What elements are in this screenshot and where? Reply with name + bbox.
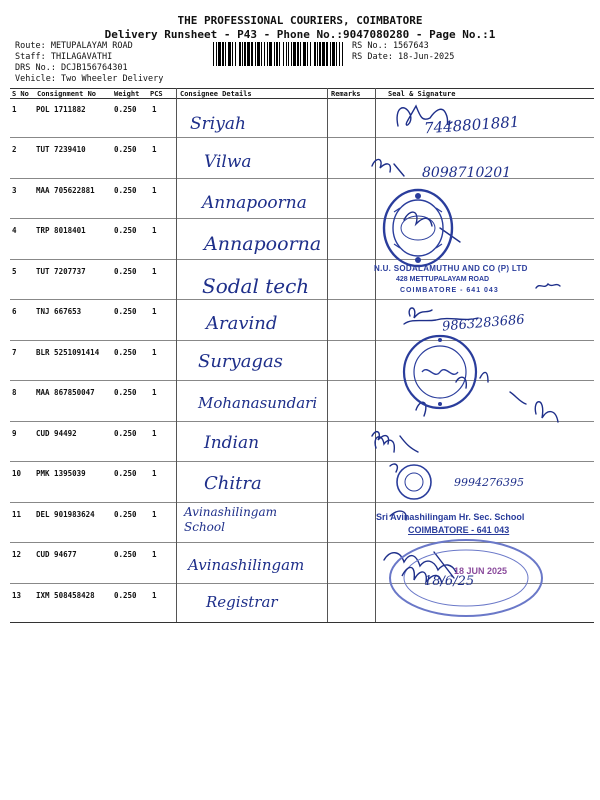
row-weight: 0.250 <box>114 510 137 519</box>
col-consignment: Consignment No <box>37 90 97 98</box>
signature-hand-6: 9863283686 <box>441 312 526 335</box>
consignee-hand-10: Chitra <box>204 473 262 494</box>
chitra-round-stamp <box>392 460 436 504</box>
row-weight: 0.250 <box>114 105 137 114</box>
row-pcs: 1 <box>152 267 157 276</box>
row-consignment-no: TUT 7239410 <box>36 145 86 154</box>
consignee-hand-6: Aravind <box>206 313 278 334</box>
consignee-hand-13: Registrar <box>206 593 278 611</box>
sodal-stamp-line1: N.U. SODALAMUTHU AND CO (P) LTD <box>374 264 528 273</box>
signature-hand-1: 7448801881 <box>423 112 520 138</box>
row-sno: 10 <box>12 469 22 478</box>
row-pcs: 1 <box>152 348 157 357</box>
row-weight: 0.250 <box>114 469 137 478</box>
row-pcs: 1 <box>152 186 157 195</box>
consignee-hand-1: Sriyah <box>190 114 246 134</box>
honda-dealer-stamp <box>380 182 456 274</box>
drs-number: DRS No.: DCJB156764301 <box>15 63 128 73</box>
row-pcs: 1 <box>152 388 157 397</box>
school-stamp-line2: COIMBATORE - 641 043 <box>408 525 510 535</box>
consignee-hand-2: Vilwa <box>204 152 252 172</box>
row-weight: 0.250 <box>114 145 137 154</box>
row-sno: 3 <box>12 186 17 195</box>
col-weight: Weight <box>114 90 140 98</box>
meta-right <box>352 41 454 63</box>
school-stamp-line1: Sri Avinashilingam Hr. Sec. School <box>376 512 525 522</box>
consignee-hand-8: Mohanasundari <box>198 394 318 412</box>
signature-hand-13: 18/6/25 <box>424 574 475 589</box>
row-pcs: 1 <box>152 307 157 316</box>
consignee-hand-12: Avinashilingam <box>188 556 305 574</box>
row-sno: 5 <box>12 267 17 276</box>
row-pcs: 1 <box>152 510 157 519</box>
row-pcs: 1 <box>152 226 157 235</box>
sodal-stamp-line2: 428 METTUPALAYAM ROAD <box>396 276 490 283</box>
col-pcs: PCS <box>150 90 163 98</box>
row-weight: 0.250 <box>114 388 137 397</box>
consignee-hand-7: Suryagas <box>198 351 283 372</box>
row-consignment-no: PMK 1395039 <box>36 469 86 478</box>
consignee-hand-11: Avinashilingam School <box>184 505 278 534</box>
row-consignment-no: MAA 705622881 <box>36 186 95 195</box>
row-sno: 11 <box>12 510 22 519</box>
consignee-hand-4: Annapoorna <box>204 233 322 255</box>
row-sno: 12 <box>12 550 22 559</box>
runsheet-subtitle: Delivery Runsheet - P43 - Phone No.:9047080280 - Page No.:1 <box>104 28 496 41</box>
row-weight: 0.250 <box>114 591 137 600</box>
row-weight: 0.250 <box>114 550 137 559</box>
signature-hand-2: 8098710201 <box>422 165 512 181</box>
row-sno: 2 <box>12 145 17 154</box>
consignee-hand-3: Annapoorna <box>202 193 307 213</box>
col-remarks: Remarks <box>331 90 361 98</box>
row-weight: 0.250 <box>114 267 137 276</box>
row-sno: 6 <box>12 307 17 316</box>
row-consignment-no: IXM 508458428 <box>36 591 95 600</box>
row-consignment-no: BLR 5251091414 <box>36 348 100 357</box>
row-consignment-no: CUD 94492 <box>36 429 77 438</box>
row-sno: 4 <box>12 226 17 235</box>
document-title: THE PROFESSIONAL COURIERS, COIMBATORE <box>177 14 423 27</box>
appliances-round-stamp <box>400 332 480 412</box>
row-consignment-no: TUT 7207737 <box>36 267 86 276</box>
row-pcs: 1 <box>152 429 157 438</box>
route: Route: METUPALAYAM ROAD <box>15 41 133 51</box>
row-pcs: 1 <box>152 105 157 114</box>
barcode <box>212 42 344 66</box>
row-weight: 0.250 <box>114 186 137 195</box>
row-weight: 0.250 <box>114 307 137 316</box>
row-sno: 13 <box>12 591 22 600</box>
sodal-stamp-line3: COIMBATORE - 641 043 <box>400 287 499 294</box>
row-sno: 8 <box>12 388 17 397</box>
rs-number: RS No.: 1567643 <box>352 41 429 51</box>
consignee-hand-9: Indian <box>204 433 260 453</box>
signature-hand-10: 9994276395 <box>454 476 524 489</box>
row-sno: 9 <box>12 429 17 438</box>
row-consignment-no: POL 1711882 <box>36 105 86 114</box>
meta-left <box>15 41 163 85</box>
col-sno: S No <box>12 90 29 98</box>
col-consignee: Consignee Details <box>180 90 252 98</box>
registrar-stamp-date: 18 JUN 2025 <box>454 566 508 576</box>
row-consignment-no: DEL 901983624 <box>36 510 95 519</box>
row-pcs: 1 <box>152 145 157 154</box>
row-sno: 7 <box>12 348 17 357</box>
row-consignment-no: TRP 8018401 <box>36 226 86 235</box>
row-weight: 0.250 <box>114 348 137 357</box>
row-consignment-no: MAA 867850047 <box>36 388 95 397</box>
col-signature: Seal & Signature <box>388 90 456 98</box>
row-consignment-no: TNJ 667653 <box>36 307 82 316</box>
row-weight: 0.250 <box>114 429 137 438</box>
row-pcs: 1 <box>152 591 157 600</box>
consignee-hand-5: Sodal tech <box>202 274 310 298</box>
row-pcs: 1 <box>152 550 157 559</box>
row-consignment-no: CUD 94677 <box>36 550 77 559</box>
row-pcs: 1 <box>152 469 157 478</box>
row-weight: 0.250 <box>114 226 137 235</box>
vehicle: Vehicle: Two Wheeler Delivery <box>15 74 164 84</box>
row-sno: 1 <box>12 105 17 114</box>
staff: Staff: THILAGAVATHI <box>15 52 113 62</box>
rs-date: RS Date: 18-Jun-2025 <box>352 52 455 62</box>
